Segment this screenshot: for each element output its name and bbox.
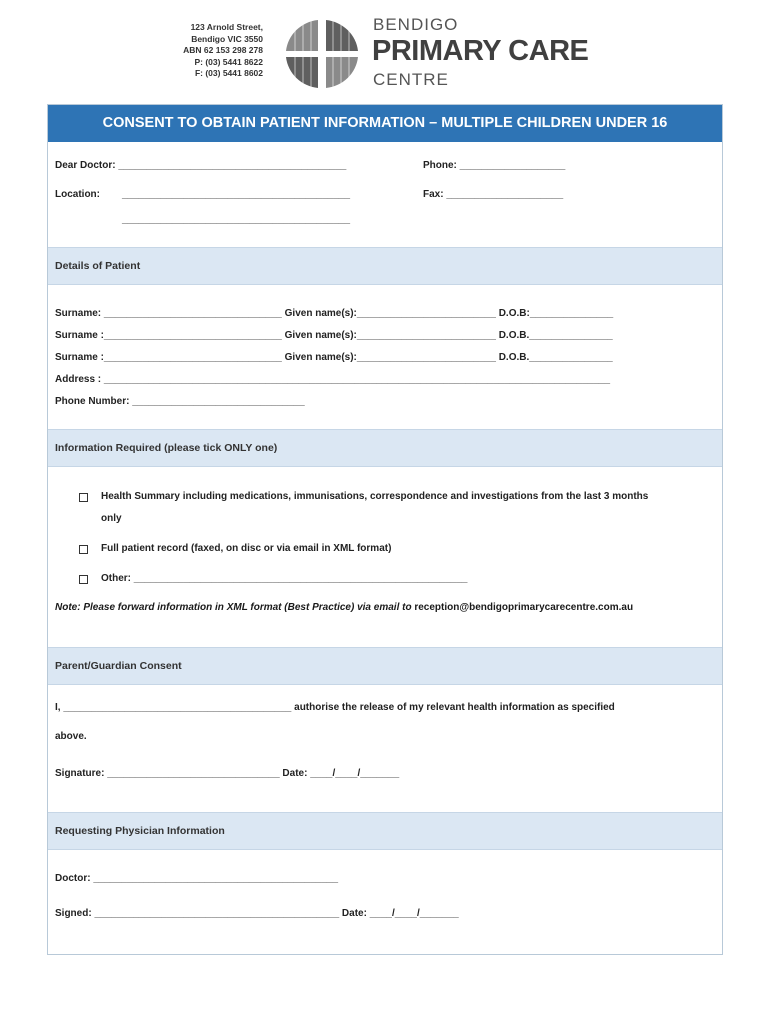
location-field[interactable]: _________________________________________ — [122, 189, 351, 200]
phone-field[interactable]: Phone: ___________________ — [423, 160, 566, 171]
xml-note — [55, 602, 633, 613]
address-line: 123 Arnold Street, — [190, 22, 263, 32]
patient-row-2[interactable]: Surname :________________________________ Given name(s):_________________________ D.O.B._______________ — [55, 330, 613, 341]
location-field-line2[interactable]: _________________________________________ — [122, 214, 351, 225]
clinic-address — [160, 22, 263, 80]
signature-date-field[interactable]: Signature: _______________________________ Date: ____/____/_______ — [55, 768, 400, 779]
info-required-heading: Information Required (please tick ONLY one) — [48, 429, 722, 467]
full-record-label: Full patient record (faxed, on disc or via email in XML format) — [101, 543, 392, 554]
address-line: Bendigo VIC 3550 — [191, 33, 263, 44]
address-field[interactable]: Address : ___________________________________________________________________________________________ — [55, 374, 610, 385]
clinic-logo-icon — [284, 18, 360, 90]
phone-line: P: (03) 5441 8622 — [194, 56, 263, 67]
brand-main: PRIMARY CARE — [372, 35, 589, 67]
health-summary-label-cont: only — [101, 513, 122, 524]
letterhead — [0, 0, 770, 100]
patient-row-3[interactable]: Surname :________________________________ Given name(s):_________________________ D.O.B._______________ — [55, 352, 613, 363]
other-checkbox[interactable] — [79, 575, 88, 584]
full-record-checkbox[interactable] — [79, 545, 88, 554]
doctor-field[interactable]: Doctor: ____________________________________________ — [55, 873, 339, 884]
signed-date-field[interactable]: Signed: ____________________________________________ Date: ____/____/_______ — [55, 908, 459, 919]
patient-details-heading: Details of Patient — [48, 247, 722, 285]
phone-number-field[interactable]: Phone Number: _______________________________ — [55, 396, 305, 407]
health-summary-label: Health Summary including medications, immunisations, correspondence and investigations from the last 3 months — [101, 491, 649, 502]
fax-field[interactable]: Fax: _____________________ — [423, 189, 564, 200]
consent-heading: Parent/Guardian Consent — [48, 647, 722, 685]
physician-heading: Requesting Physician Information — [48, 812, 722, 850]
email-address: reception@bendigoprimarycarecentre.com.au — [414, 602, 634, 613]
consent-statement-cont: above. — [55, 731, 87, 742]
location-label: Location: — [55, 189, 100, 200]
dear-doctor-field[interactable]: Dear Doctor: _________________________________________ — [55, 160, 347, 171]
brand-top: BENDIGO — [373, 15, 459, 34]
note-text: Note: Please forward information in XML format (Best Practice) via email to — [55, 602, 412, 613]
brand-bottom: CENTRE — [373, 70, 449, 89]
consent-statement-field[interactable]: I, _________________________________________ authorise the release of my relevant health information as specified — [55, 702, 615, 713]
health-summary-checkbox[interactable] — [79, 493, 88, 502]
form-title: CONSENT TO OBTAIN PATIENT INFORMATION – MULTIPLE CHILDREN UNDER 16 — [48, 105, 722, 142]
abn-line: ABN 62 153 298 278 — [183, 45, 263, 56]
fax-line: F: (03) 5441 8602 — [194, 68, 263, 79]
patient-row-1[interactable]: Surname: ________________________________ Given name(s):_________________________ D.O.B:_______________ — [55, 308, 614, 319]
other-field[interactable]: Other: ____________________________________________________________ — [101, 573, 468, 584]
consent-form — [47, 104, 723, 955]
